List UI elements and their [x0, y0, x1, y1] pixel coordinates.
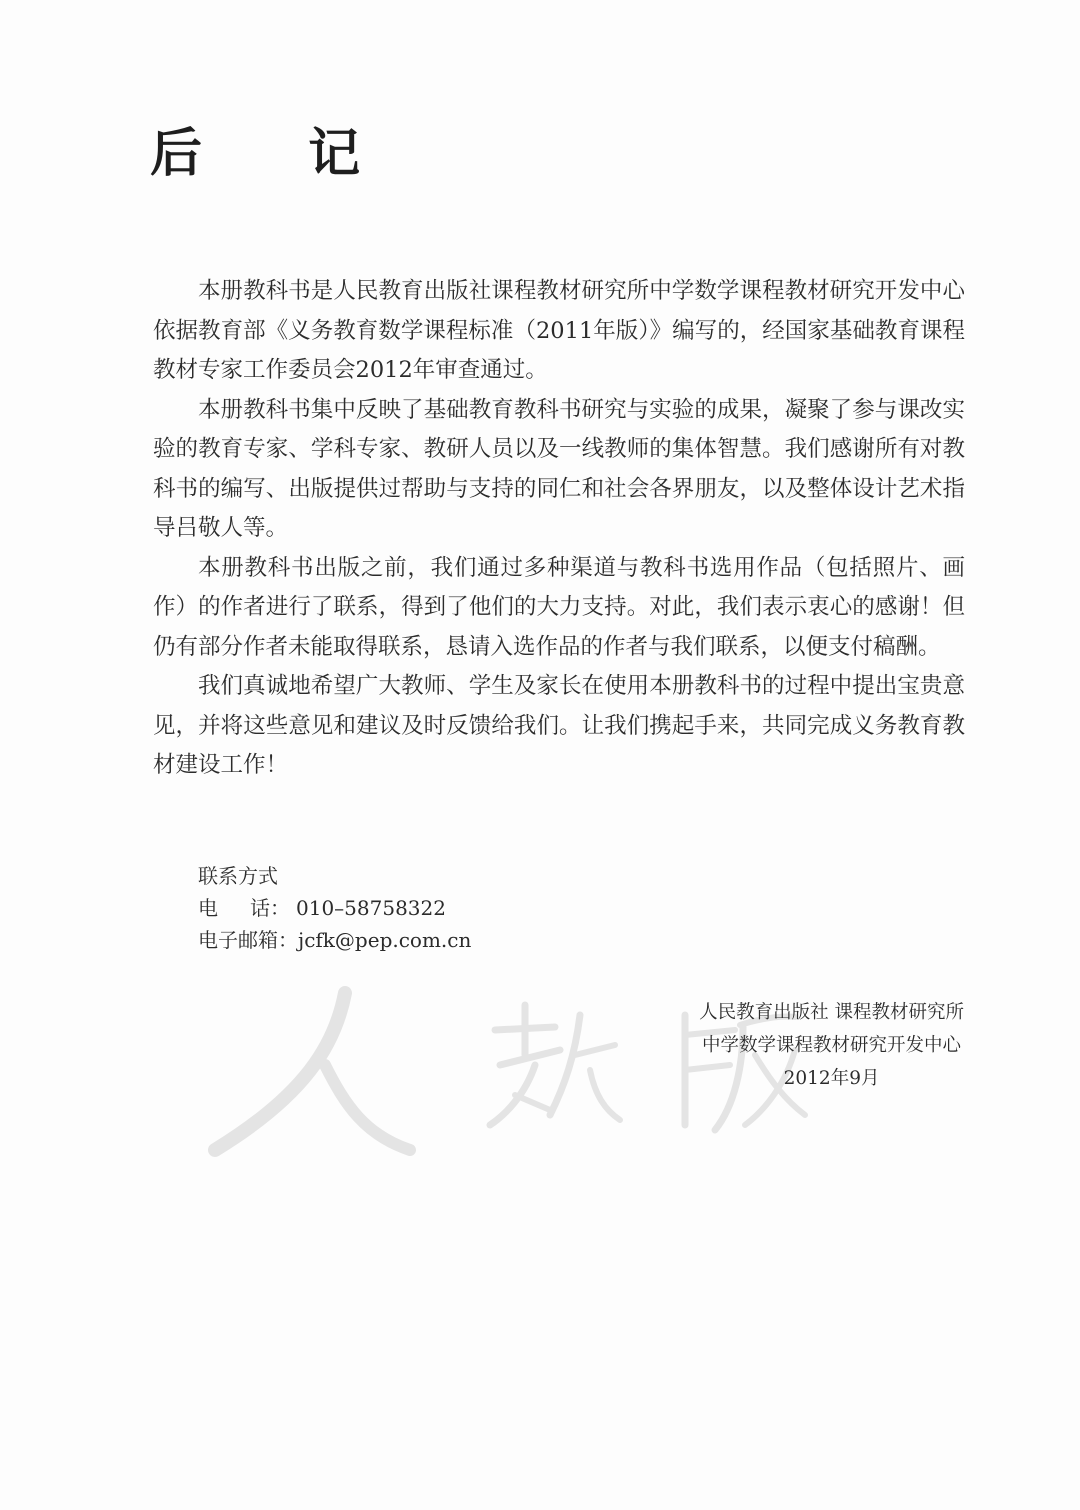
signoff-publisher: 人民教育出版社 课程教材研究所: [699, 1002, 964, 1023]
afterword-body: [153, 272, 965, 786]
page-title: 后 记: [150, 123, 405, 184]
signoff-center: 中学数学课程教材研究开发中心: [702, 1035, 962, 1056]
email-label: 电子邮箱：: [198, 928, 298, 952]
signoff: [699, 996, 964, 1095]
paragraph-3: 本册教科书出版之前，我们通过多种渠道与教科书选用作品（包括照片、画作）的作者进行了联系，得到了他们的大力支持。对此，我们表示衷心的感谢！但仍有部分作者未能取得联系，恳请入选作品的作者与我们联系，以便支付稿酬。: [153, 554, 965, 660]
phone-number: 010–58758322: [296, 896, 446, 920]
signoff-date: 2012年9月: [783, 1068, 880, 1089]
paragraph-4: 我们真诚地希望广大教师、学生及家长在使用本册教科书的过程中提出宝贵意见，并将这些意见和建议及时反馈给我们。让我们携起手来，共同完成义务教育教材建设工作！: [153, 673, 965, 778]
contact-info: [198, 860, 471, 956]
email-address: jcfk@pep.com.cn: [298, 928, 472, 952]
contact-heading: 联系方式: [198, 864, 278, 888]
contact-phone-row: [198, 892, 471, 924]
paragraph-2: 本册教科书集中反映了基础教育教科书研究与实验的成果，凝聚了参与课改实验的教育专家、学科专家、教研人员以及一线教师的集体智慧。我们感谢所有对教科书的编写、出版提供过帮助与支持的同仁和社会各界朋友，以及整体设计艺术指导吕敬人等。: [153, 396, 965, 541]
phone-label: [198, 892, 296, 924]
phone-label-char-2: 话：: [250, 896, 290, 920]
paragraph-1: 本册教科书是人民教育出版社课程教材研究所中学数学课程教材研究开发中心依据教育部《义务教育数学课程标准（2011年版）》编写的，经国家基础教育课程教材专家工作委员会2012年审查通过。: [153, 278, 965, 383]
phone-label-char-1: 电: [198, 896, 218, 920]
contact-email-row: [198, 924, 471, 956]
